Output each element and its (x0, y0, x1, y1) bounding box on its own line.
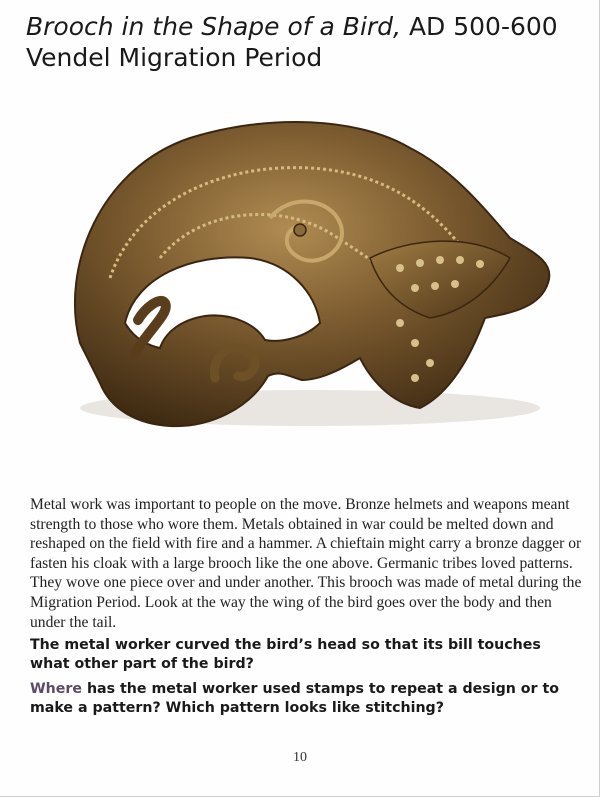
question-1: The metal worker curved the bird’s head so that its bill touches what other part of the bird? (30, 637, 541, 672)
question-2-rest: has the metal worker used stamps to repeat a design or to make a pattern? Which pattern looks like stitching? (30, 681, 560, 716)
page-number: 10 (293, 750, 307, 765)
body-paragraph-text: Metal work was important to people on the move. Bronze helmets and weapons meant strength to those who wore them. Metals obtained in war could be melted down and reshaped on the field with fire and a hammer. A chieftain might carry a bronze dagger or fasten his cloak with a large brooch like the one above. Germanic tribes loved patterns. They wove one piece over and under another. This brooch was made of metal during the Migration Period. Look at the way the wing of the bird goes over the body and then under the tail. (30, 496, 582, 631)
page-title (26, 12, 558, 42)
brooch-photo (40, 108, 570, 458)
page-subtitle: Vendel Migration Period (26, 43, 323, 72)
brooch-eye (294, 224, 306, 236)
question-2-lead: Where (30, 681, 82, 697)
body-paragraph (30, 495, 585, 632)
title-date: AD 500-600 (401, 12, 558, 41)
question-2 (30, 680, 585, 718)
title-italic: Brooch in the Shape of a Bird, (26, 12, 401, 41)
